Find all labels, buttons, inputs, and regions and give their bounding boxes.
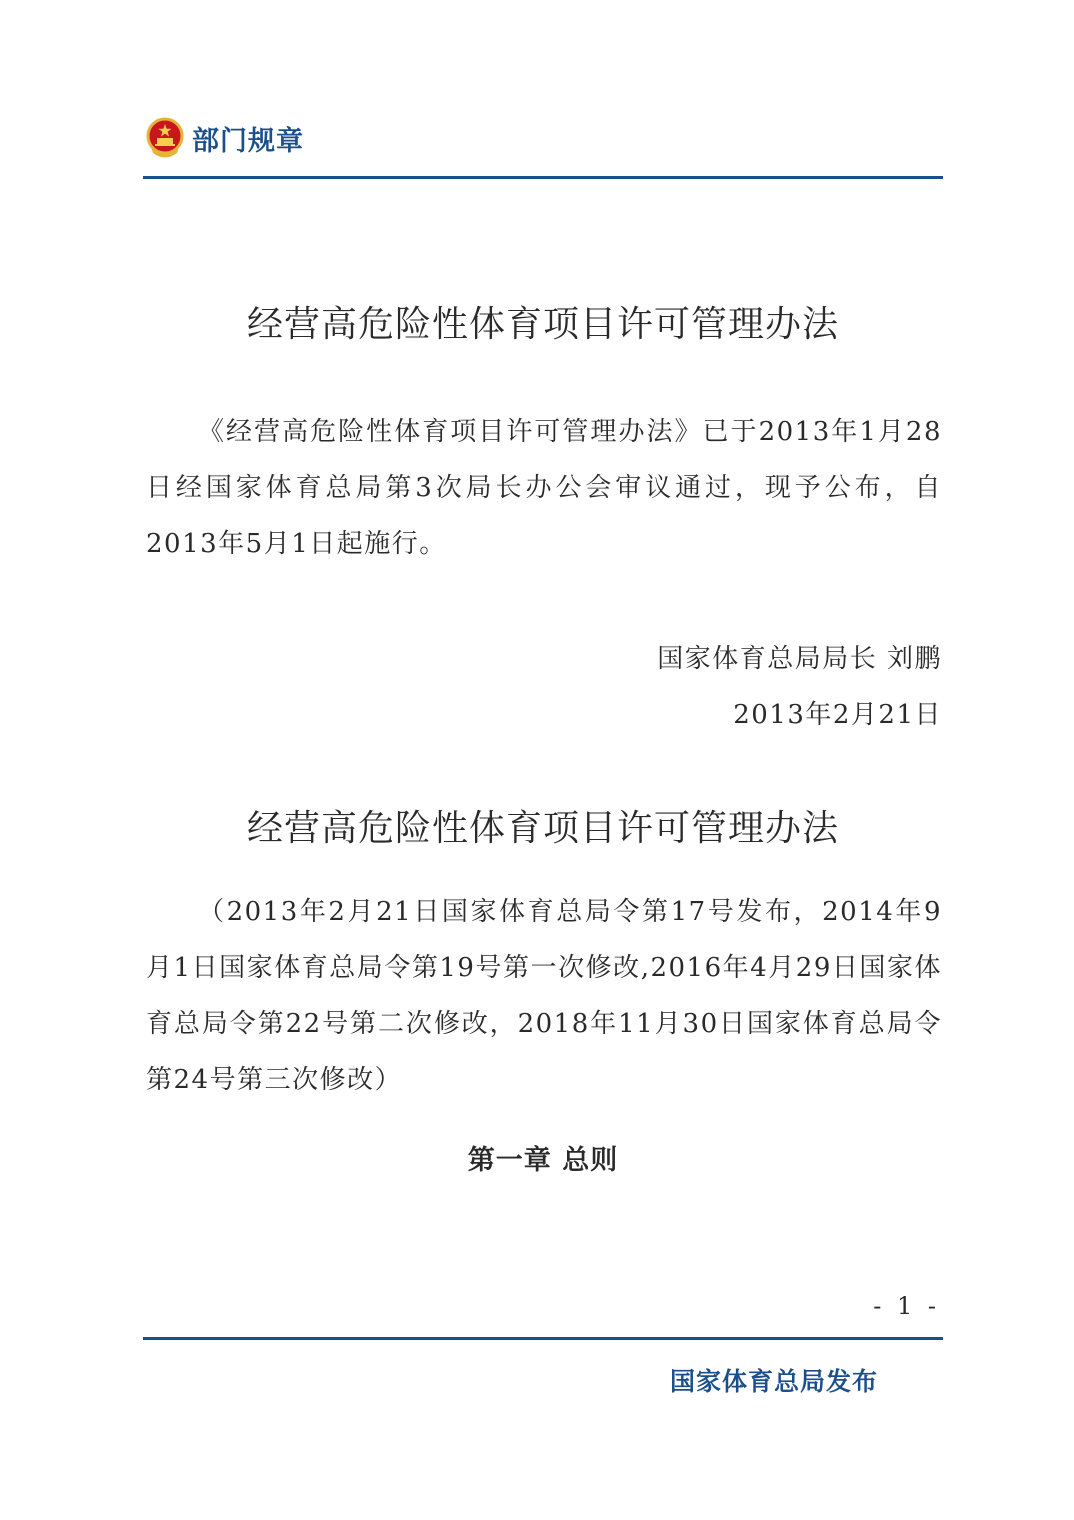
revision-note: （2013年2月21日国家体育总局令第17号发布，2014年9月1日国家体育总局令第19号第一次修改,2016年4月29日国家体育总局令第22号第二次修改，2018年11月30日国家体育总局令第24号第三次修改） — [146, 897, 942, 1095]
header-divider — [143, 176, 943, 179]
announcement-paragraph: 《经营高危险性体育项目许可管理办法》已于2013年1月28日经国家体育总局第3次局长办公会审议通过，现予公布，自2013年5月1日起施行。 — [146, 417, 942, 559]
chapter-heading: 第一章 总则 — [467, 1145, 619, 1176]
sign-date: 2013年2月21日 — [733, 700, 942, 730]
header-label: 部门规章 — [192, 125, 304, 157]
document-title: 经营高危险性体育项目许可管理办法 — [246, 304, 839, 345]
footer-publisher: 国家体育总局发布 — [669, 1367, 878, 1396]
regulation-title: 经营高危险性体育项目许可管理办法 — [246, 808, 839, 849]
page-number: - 1 - — [873, 1292, 940, 1320]
signatory: 国家体育总局局长 刘鹏 — [657, 644, 942, 674]
page-header — [146, 115, 304, 161]
national-emblem-icon — [146, 117, 184, 159]
footer-divider — [143, 1337, 943, 1340]
